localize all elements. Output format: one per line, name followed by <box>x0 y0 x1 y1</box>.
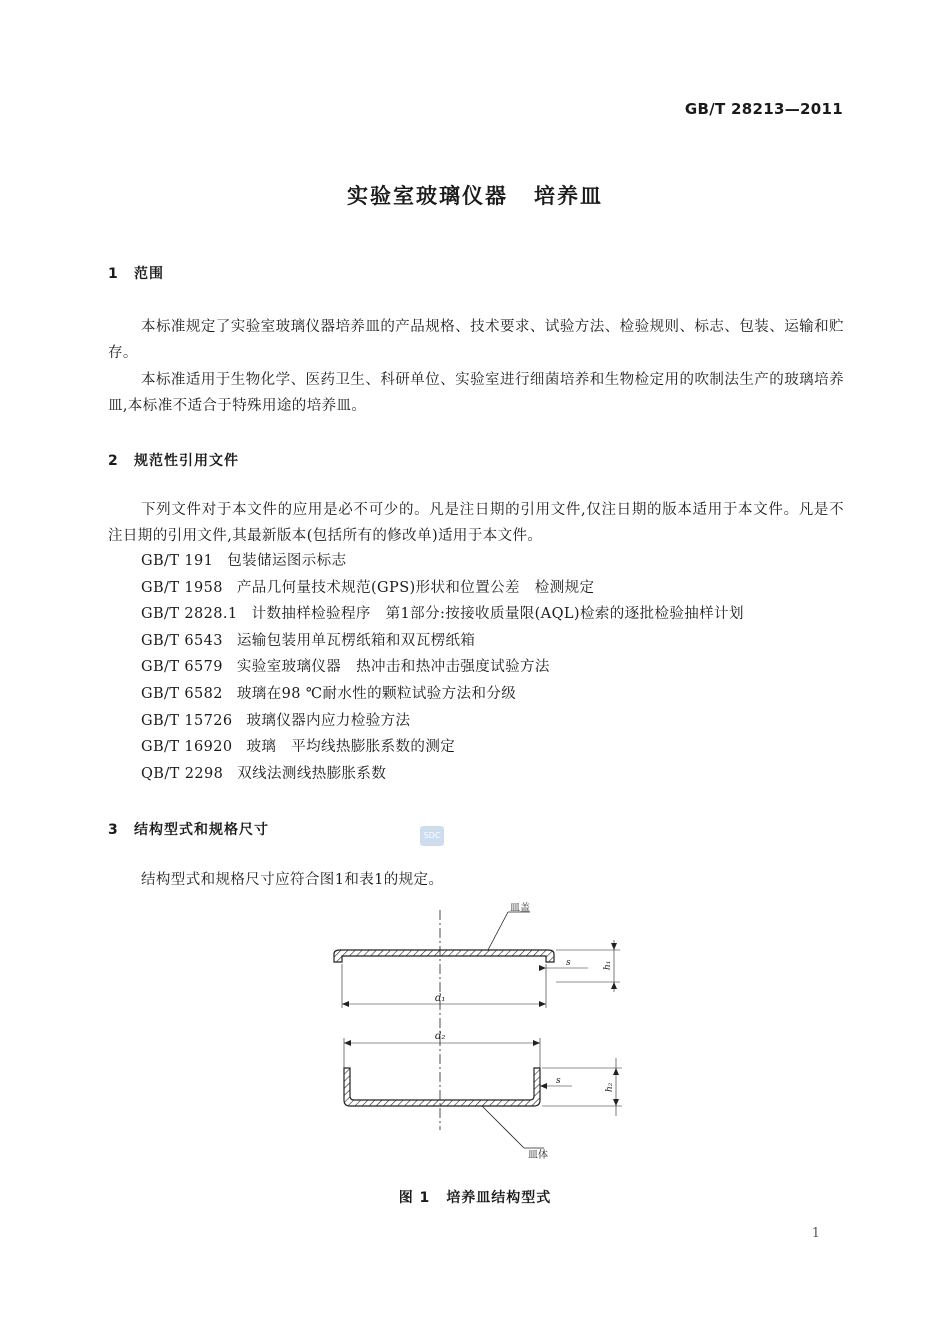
page-number: 1 <box>811 1226 820 1241</box>
section-heading-structure <box>108 819 269 839</box>
section-heading-normative-references <box>108 450 239 470</box>
normative-intro-paragraph: 下列文件对于本文件的应用是必不可少的。凡是注日期的引用文件,仅注日期的版本适用于本文件。凡是不注日期的引用文件,其最新版本(包括所有的修改单)适用于本文件。 <box>108 502 844 544</box>
lid-label: 皿盖 <box>510 903 530 914</box>
section-title: 规范性引用文件 <box>134 453 239 469</box>
reference-title: 包装储运图示标志 <box>227 553 347 569</box>
reference-item <box>141 708 744 735</box>
reference-list <box>141 548 744 787</box>
reference-title: 玻璃 平均线热膨胀系数的测定 <box>246 739 456 756</box>
diagram-svg <box>320 900 640 1170</box>
reference-title: 实验室玻璃仪器 热冲击和热冲击强度试验方法 <box>236 659 550 676</box>
reference-item <box>141 548 744 575</box>
figure-caption <box>0 1187 950 1207</box>
section-number: 2 <box>108 453 119 469</box>
scope-paragraph: 本标准适用于生物化学、医药卫生、科研单位、实验室进行细菌培养和生物检定用的吹制法生产的玻璃培养皿,本标准不适合于特殊用途的培养皿。 <box>108 372 844 414</box>
document-title <box>0 180 950 210</box>
title-part-1: 实验室玻璃仪器 <box>347 184 508 208</box>
s-label-bottom: s <box>556 1076 561 1086</box>
reference-item <box>141 628 744 655</box>
body-label: 皿体 <box>528 1150 548 1161</box>
watermark-logo: SDC <box>420 826 444 846</box>
reference-item <box>141 601 744 628</box>
reference-code: QB/T 2298 <box>141 765 224 782</box>
h2-label: h₂ <box>605 1082 615 1092</box>
section-number: 3 <box>108 822 119 838</box>
reference-code: GB/T 2828.1 <box>141 606 238 623</box>
reference-title: 玻璃在98 ℃耐水性的颗粒试验方法和分级 <box>236 685 517 702</box>
h1-label: h₁ <box>603 960 613 970</box>
reference-item <box>141 761 744 788</box>
reference-title: 玻璃仪器内应力检验方法 <box>246 712 411 729</box>
reference-title: 双线法测线热膨胀系数 <box>237 765 387 782</box>
reference-code: GB/T 191 <box>141 553 214 569</box>
scope-paragraph: 本标准规定了实验室玻璃仪器培养皿的产品规格、技术要求、试验方法、检验规则、标志、包装、运输和贮存。 <box>108 319 844 361</box>
reference-code: GB/T 16920 <box>141 739 233 756</box>
reference-code: GB/T 15726 <box>141 712 233 729</box>
reference-item <box>141 734 744 761</box>
reference-item <box>141 654 744 681</box>
reference-code: GB/T 1958 <box>141 579 223 596</box>
reference-item <box>141 681 744 708</box>
lid-shape <box>334 950 554 962</box>
body-shape <box>344 1068 540 1106</box>
title-part-2: 培养皿 <box>534 184 603 208</box>
reference-code: GB/T 6579 <box>141 659 223 676</box>
figure-caption-number: 图 1 <box>398 1190 431 1206</box>
petri-dish-diagram <box>320 900 640 1170</box>
section-heading-scope <box>108 263 164 283</box>
section-title: 范围 <box>134 266 164 282</box>
standard-number: GB/T 28213—2011 <box>684 100 843 118</box>
d2-label: d₂ <box>435 1031 446 1042</box>
reference-title: 产品几何量技术规范(GPS)形状和位置公差 检测规定 <box>236 579 595 596</box>
reference-code: GB/T 6582 <box>141 685 223 702</box>
section-number: 1 <box>108 266 119 282</box>
section-title: 结构型式和规格尺寸 <box>134 822 269 838</box>
figure-caption-title: 培养皿结构型式 <box>446 1190 552 1206</box>
reference-code: GB/T 6543 <box>141 632 223 649</box>
d1-label: d₁ <box>435 993 446 1004</box>
structure-paragraph: 结构型式和规格尺寸应符合图1和表1的规定。 <box>141 872 444 888</box>
reference-item <box>141 575 744 602</box>
reference-title: 运输包装用单瓦楞纸箱和双瓦楞纸箱 <box>236 632 476 649</box>
s-label-top: s <box>566 958 571 968</box>
reference-title: 计数抽样检验程序 第1部分:按接收质量限(AQL)检索的逐批检验抽样计划 <box>251 606 744 623</box>
